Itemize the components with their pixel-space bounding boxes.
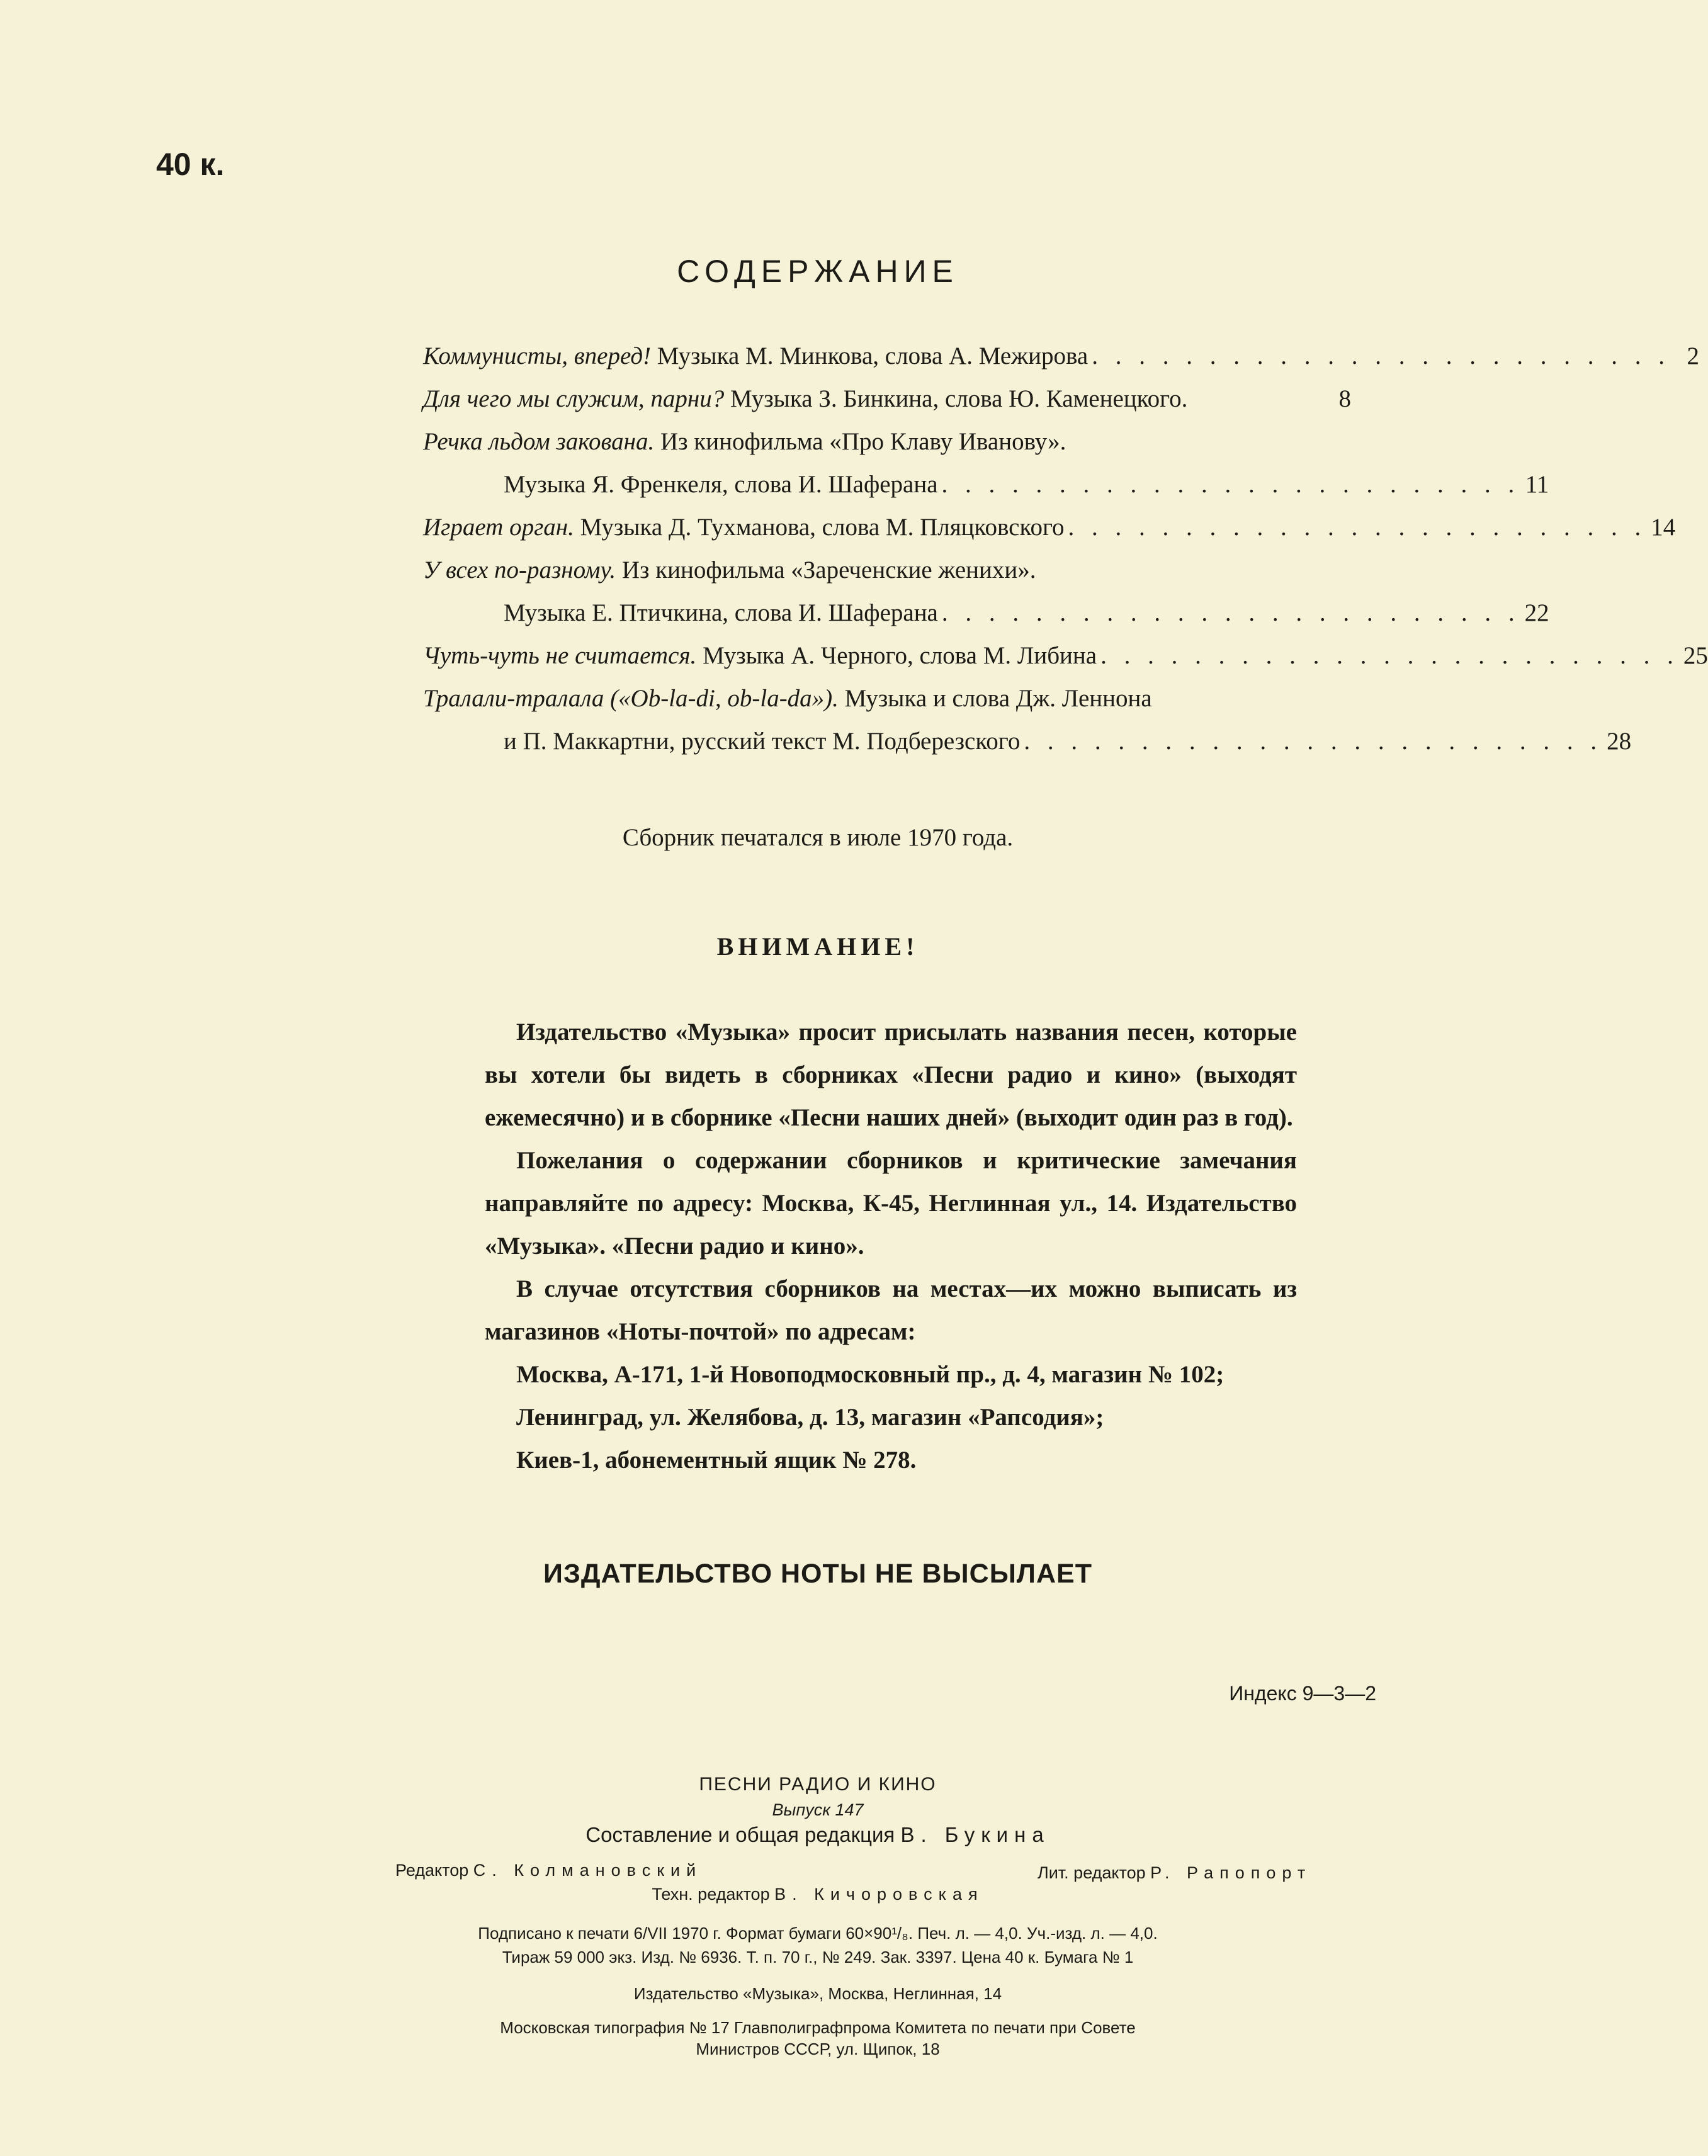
notice-paragraph: В случае отсутствия сборников на местах—их можно выписать из магазинов «Ноты-почтой» по адресам:	[485, 1275, 1297, 1345]
page-number: 22	[1524, 599, 1549, 626]
toc-entry[interactable]	[423, 506, 1676, 549]
leader-dots: . . . . . . . . . . . . . . . . . . . . . . . . .	[1024, 728, 1603, 755]
toc-entry[interactable]	[423, 378, 1351, 420]
toc-entry[interactable]	[423, 677, 1351, 720]
leader-dots: . . . . . . . . . . . . . . . . . . . . . . . . .	[941, 599, 1520, 626]
attention-heading: ВНИМАНИЕ!	[716, 932, 919, 961]
issue-number: Выпуск 147	[772, 1800, 864, 1819]
page-number: 8	[1338, 385, 1351, 412]
leader-dots: . . . . . . . . . . . . . . . . . . . . . . . . .	[1092, 342, 1670, 370]
page-number: 2	[1687, 342, 1699, 370]
shop-address: Москва, А-171, 1-й Новоподмосковный пр., д. 4, магазин № 102;	[516, 1361, 1224, 1388]
attention-notice	[485, 1011, 1297, 1482]
leader-dots: . . . . . . . . . . . . . . . . . . . . . . . . .	[1100, 642, 1679, 669]
toc-entry-continuation[interactable]	[423, 720, 1632, 763]
lit-editor-label: Лит. редактор	[1038, 1863, 1146, 1882]
lit-editor-credit	[1038, 1863, 1311, 1883]
song-title: Коммунисты, вперед!	[423, 342, 652, 370]
no-send-notice: ИЗДАТЕЛЬСТВО НОТЫ НЕ ВЫСЫЛАЕТ	[543, 1559, 1092, 1589]
index-code: Индекс 9—3—2	[1229, 1682, 1376, 1705]
tech-editor-name: В. Кичоровская	[774, 1885, 984, 1904]
toc-entry[interactable]	[423, 549, 1351, 592]
printing-house: Московская типография № 17 Главполиграфпрома Комитета по печати при Совете	[500, 2018, 1136, 2037]
toc-entry-continuation[interactable]	[423, 463, 1549, 506]
editor-name: С. Колмановский	[473, 1861, 703, 1880]
tech-editor-label: Техн. редактор	[652, 1885, 770, 1904]
publisher-address: Издательство «Музыка», Москва, Неглинная, 14	[633, 1984, 1002, 2003]
shop-address: Ленинград, ул. Желябова, д. 13, магазин «Рапсодия»;	[516, 1404, 1104, 1431]
compiled-label: Составление и общая редакция	[585, 1823, 895, 1846]
compiled-by	[0, 1823, 1636, 1847]
song-credits: Музыка Я. Френкеля, слова И. Шаферана	[504, 471, 938, 498]
page-number: 25	[1683, 642, 1708, 669]
contents-title: СОДЕРЖАНИЕ	[677, 254, 959, 289]
toc-entry[interactable]	[423, 335, 1699, 378]
compiler-name: В. Букина	[900, 1823, 1050, 1846]
page-number: 28	[1607, 728, 1632, 755]
shop-address: Киев-1, абонементный ящик № 278.	[516, 1447, 917, 1474]
song-credits: Музыка Е. Птичкина, слова И. Шаферана	[504, 599, 938, 626]
printing-house-address: Министров СССР, ул. Щипок, 18	[696, 2040, 940, 2058]
notice-paragraph: Пожелания о содержании сборников и критические замечания направляйте по адресу: Москва, К-45, Неглинная ул., 14. Издательство «Музыка». «Песни радио и кино».	[485, 1147, 1297, 1260]
song-title: Речка льдом закована.	[423, 428, 655, 455]
song-credits: Музыка Д. Тухманова, слова М. Пляцковского	[580, 514, 1065, 541]
page-number: 14	[1651, 514, 1676, 541]
leader-dots: . . . . . . . . . . . . . . . . . . . . . . . . .	[1068, 514, 1647, 541]
song-title: Чуть-чуть не считается.	[423, 642, 697, 669]
song-credits: и П. Маккартни, русский текст М. Подберезского	[504, 728, 1021, 755]
signed-for-print: Подписано к печати 6/VII 1970 г. Формат бумаги 60×90¹/₈. Печ. л. — 4,0. Уч.-изд. л. — 4,0.	[478, 1924, 1158, 1943]
song-credits: Музыка М. Минкова, слова А. Межирова	[657, 342, 1089, 370]
song-credits: Из кинофильма «Про Клаву Иванову».	[660, 428, 1066, 455]
song-title: У всех по-разному.	[423, 556, 616, 584]
notice-paragraph: Издательство «Музыка» просит присылать названия песен, которые вы хотели бы видеть в сборниках «Песни радио и кино» (выходят ежемесячно) и в сборнике «Песни наших дней» (выходит один раз в год).	[485, 1019, 1297, 1131]
song-title: Тралали-тралала («Ob-la-di, ob-la-da»).	[423, 685, 839, 712]
print-run: Тираж 59 000 экз. Изд. № 6936. Т. п. 70 г., № 249. Зак. 3397. Цена 40 к. Бумага № 1	[502, 1948, 1134, 1967]
printed-note: Сборник печатался в июле 1970 года.	[622, 824, 1014, 851]
series-title: ПЕСНИ РАДИО И КИНО	[699, 1774, 937, 1795]
lit-editor-name: Р. Рапопорт	[1150, 1863, 1312, 1882]
toc-entry-continuation[interactable]	[423, 592, 1549, 635]
price-label: 40 к.	[156, 147, 225, 182]
song-credits: Музыка З. Бинкина, слова Ю. Каменецкого.	[730, 385, 1188, 412]
song-credits: Музыка А. Черного, слова М. Либина	[703, 642, 1097, 669]
song-credits: Из кинофильма «Зареченские женихи».	[621, 556, 1036, 584]
toc-entry[interactable]	[423, 635, 1708, 677]
toc-entry[interactable]	[423, 420, 1351, 463]
song-title: Играет орган.	[423, 514, 574, 541]
leader-dots: . . . . . . . . . . . . . . . . . . . . . . . . .	[941, 471, 1520, 498]
song-credits: Музыка и слова Дж. Леннона	[844, 685, 1152, 712]
editor-credit	[395, 1861, 702, 1880]
editor-label: Редактор	[395, 1861, 469, 1880]
tech-editor-credit	[0, 1885, 1636, 1904]
table-of-contents	[423, 335, 1708, 763]
page-number: 11	[1525, 471, 1549, 498]
song-title: Для чего мы служим, парни?	[423, 385, 725, 412]
